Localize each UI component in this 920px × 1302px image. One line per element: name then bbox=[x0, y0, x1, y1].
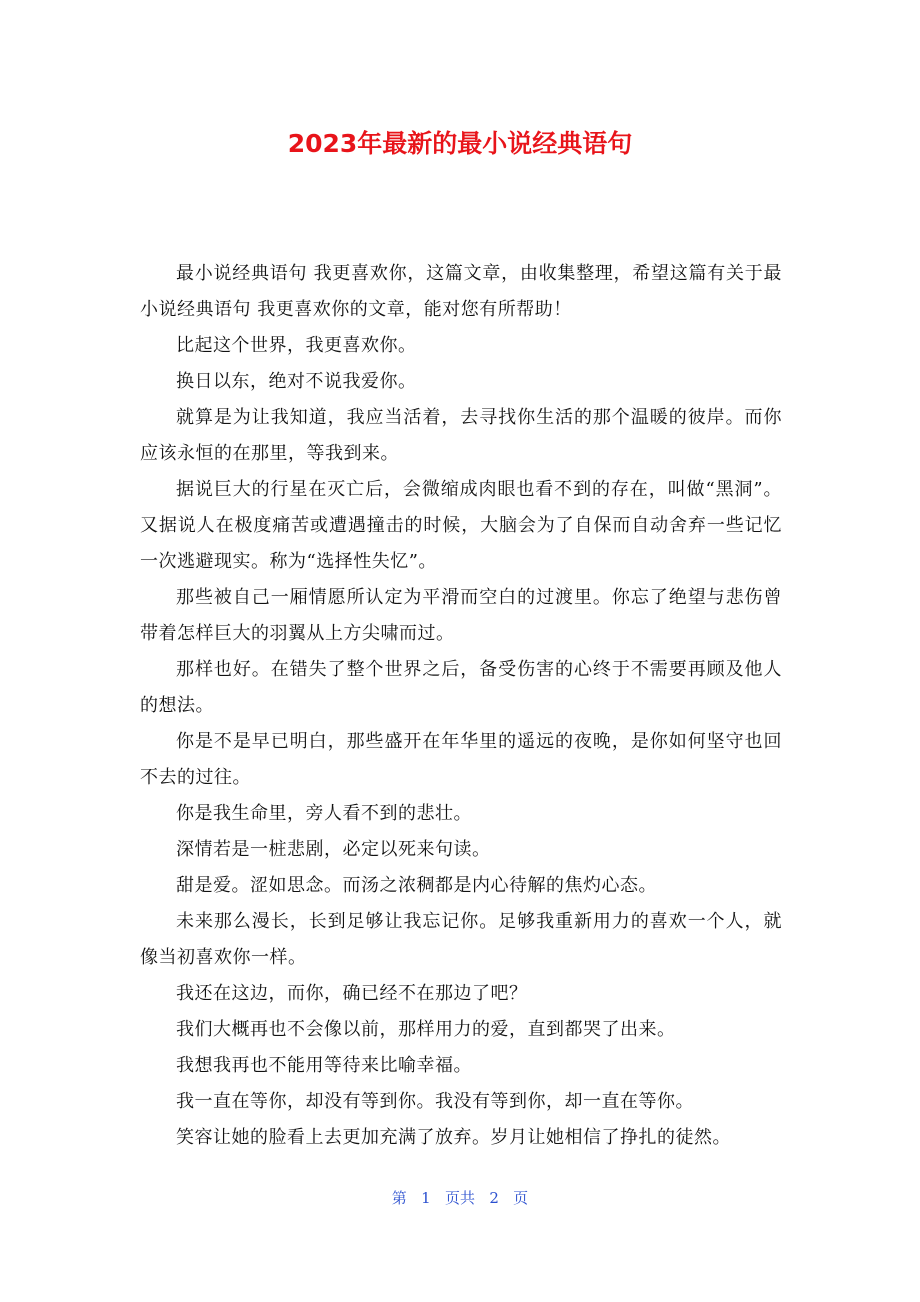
paragraph: 你是我生命里，旁人看不到的悲壮。 bbox=[176, 803, 472, 824]
paragraph: 我还在这边，而你，确已经不在那边了吧？ bbox=[176, 983, 528, 1004]
paragraph: 甜是爱。涩如思念。而汤之浓稠都是内心待解的焦灼心态。 bbox=[176, 875, 657, 896]
footer-label-end: 页 bbox=[513, 1189, 529, 1207]
paragraph: 我一直在等你，却没有等到你。我没有等到你，却一直在等你。 bbox=[176, 1091, 694, 1112]
paragraph: 我想我再也不能用等待来比喻幸福。 bbox=[176, 1055, 472, 1076]
document-title: 2023年最新的最小说经典语句 bbox=[287, 129, 633, 158]
page-footer bbox=[0, 1187, 920, 1209]
paragraph: 那些被自己一厢情愿所认定为平滑而空白的过渡里。你忘了绝望与悲伤曾带着怎样巨大的羽翼从上方尖啸而过。 bbox=[140, 587, 782, 644]
footer-label-page: 第 bbox=[391, 1189, 407, 1207]
footer-total-pages: 2 bbox=[489, 1189, 499, 1207]
document-body bbox=[140, 256, 782, 1156]
paragraph: 深情若是一桩悲剧，必定以死来句读。 bbox=[176, 839, 491, 860]
paragraph: 你是不是早已明白，那些盛开在年华里的遥远的夜晚，是你如何坚守也回不去的过往。 bbox=[140, 731, 782, 788]
paragraph: 就算是为让我知道，我应当活着，去寻找你生活的那个温暖的彼岸。而你应该永恒的在那里，等我到来。 bbox=[140, 407, 782, 464]
footer-current-page: 1 bbox=[421, 1189, 431, 1207]
paragraph: 比起这个世界，我更喜欢你。 bbox=[176, 335, 417, 356]
paragraph: 换日以东，绝对不说我爱你。 bbox=[176, 371, 417, 392]
paragraph: 我们大概再也不会像以前，那样用力的爱，直到都哭了出来。 bbox=[176, 1019, 676, 1040]
paragraph: 那样也好。在错失了整个世界之后，备受伤害的心终于不需要再顾及他人的想法。 bbox=[140, 659, 782, 716]
paragraph: 笑容让她的脸看上去更加充满了放弃。岁月让她相信了挣扎的徒然。 bbox=[176, 1127, 731, 1148]
footer-label-total: 页共 bbox=[444, 1189, 475, 1207]
paragraph: 据说巨大的行星在灭亡后，会微缩成肉眼也看不到的存在，叫做“黑洞”。又据说人在极度痛苦或遭遇撞击的时候，大脑会为了自保而自动舍弃一些记忆一次逃避现实。称为“选择性失忆”。 bbox=[140, 479, 782, 572]
paragraph: 未来那么漫长，长到足够让我忘记你。足够我重新用力的喜欢一个人，就像当初喜欢你一样。 bbox=[140, 911, 782, 968]
paragraph: 最小说经典语句 我更喜欢你，这篇文章，由收集整理，希望这篇有关于最小说经典语句 我更喜欢你的文章，能对您有所帮助！ bbox=[140, 263, 782, 320]
